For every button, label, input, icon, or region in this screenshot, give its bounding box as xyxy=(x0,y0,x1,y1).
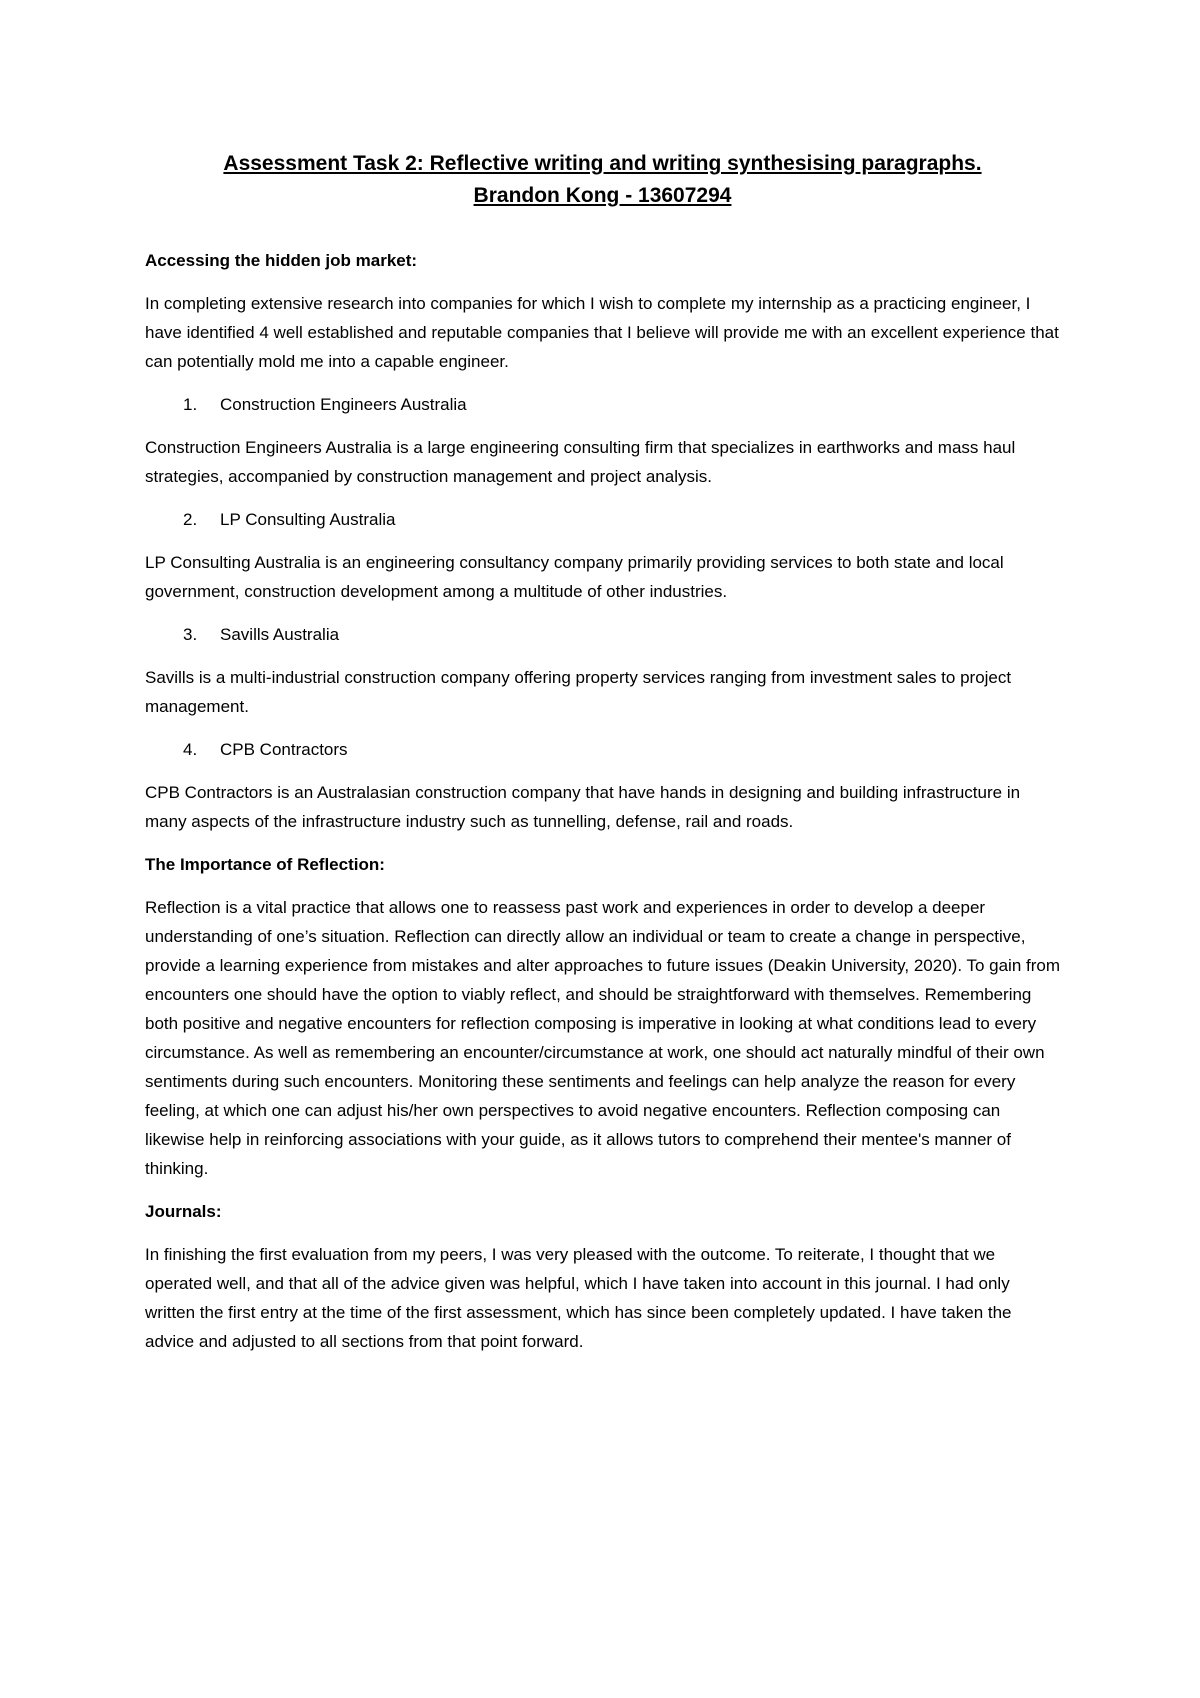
company-name: Construction Engineers Australia xyxy=(220,395,467,414)
document-title xyxy=(145,148,1060,212)
journals-body: In finishing the first evaluation from my peers, I was very pleased with the outcome. To reiterate, I thought that we operated well, and that all of the advice given was helpful, which I have taken into account in this journal. I had only written the first entry at the time of the first assessment, which has since been completely updated. I have taken the advice and adjusted to all sections from that point forward. xyxy=(145,1245,1012,1351)
company-list-item xyxy=(145,390,1060,419)
list-number: 1. xyxy=(183,395,198,414)
company-name: LP Consulting Australia xyxy=(220,510,396,529)
company-list-item xyxy=(145,620,1060,649)
heading-importance-of-reflection: The Importance of Reflection: xyxy=(145,855,385,874)
company-name: CPB Contractors xyxy=(220,740,348,759)
company-description: Construction Engineers Australia is a large engineering consulting firm that specializes in earthworks and mass haul strategies, accompanied by construction management and project analysis. xyxy=(145,438,1016,486)
heading-hidden-job-market: Accessing the hidden job market: xyxy=(145,251,418,270)
company-description: Savills is a multi-industrial construction company offering property services ranging from investment sales to project management. xyxy=(145,668,1012,716)
list-number: 4. xyxy=(183,740,198,759)
list-number: 3. xyxy=(183,625,198,644)
list-number: 2. xyxy=(183,510,198,529)
company-name: Savills Australia xyxy=(220,625,340,644)
company-list-item xyxy=(145,735,1060,764)
reflection-body: Reflection is a vital practice that allows one to reassess past work and experiences in order to develop a deeper understanding of one’s situation. Reflection can directly allow an individual or team to create a change in perspective, provide a learning experience from mistakes and alter approaches to future issues (Deakin University, 2020). To gain from encounters one should have the option to viably reflect, and should be straightforward with themselves. Remembering both positive and negative encounters for reflection composing is imperative in looking at what conditions lead to every circumstance. As well as remembering an encounter/circumstance at work, one should act naturally mindful of their own sentiments during such encounters. Monitoring these sentiments and feelings can help analyze the reason for every feeling, at which one can adjust his/her own perspectives to avoid negative encounters. Reflection composing can likewise help in reinforcing associations with your guide, as it allows tutors to comprehend their mentee's manner of thinking. xyxy=(145,898,1060,1178)
document-page xyxy=(145,148,1060,1356)
title-line-2: Brandon Kong - 13607294 xyxy=(473,184,732,207)
company-list-item xyxy=(145,505,1060,534)
heading-journals: Journals: xyxy=(145,1202,222,1221)
hidden-job-market-intro: In completing extensive research into companies for which I wish to complete my internship as a practicing engineer, I have identified 4 well established and reputable companies that I believe will provide me with an excellent experience that can potentially mold me into a capable engineer. xyxy=(145,294,1059,371)
company-description: CPB Contractors is an Australasian construction company that have hands in designing and building infrastructure in many aspects of the infrastructure industry such as tunnelling, defense, rail and roads. xyxy=(145,783,1021,831)
company-description: LP Consulting Australia is an engineering consultancy company primarily providing services to both state and local government, construction development among a multitude of other industries. xyxy=(145,553,1004,601)
title-line-1: Assessment Task 2: Reflective writing and writing synthesising paragraphs. xyxy=(223,152,982,175)
